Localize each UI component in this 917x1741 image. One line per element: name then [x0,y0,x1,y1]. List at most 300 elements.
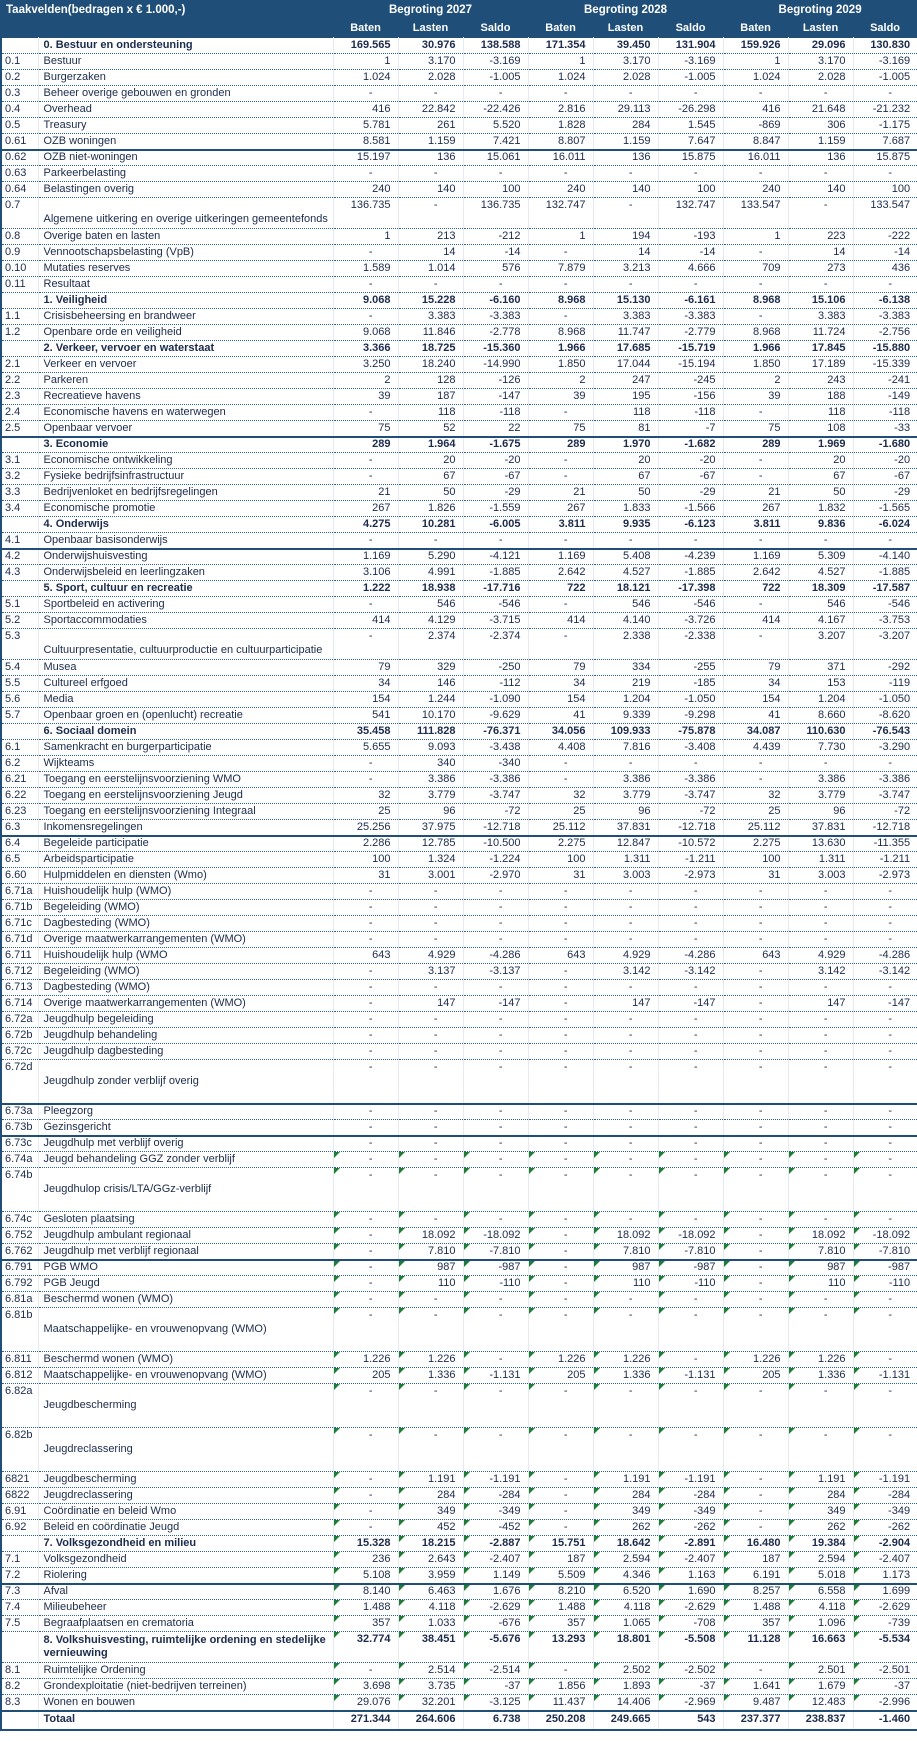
value-cell: -9.629 [463,708,528,724]
row-label-cell: Bedrijvenloket en bedrijfsregelingen [43,485,218,498]
value-cell: - [333,1104,398,1120]
value-cell: -4.239 [658,549,723,565]
value-cell: 4.527 [788,565,853,581]
value-cell: 1.149 [463,1568,528,1584]
row-code-cell: 6.73c [1,1136,38,1152]
value-cell: -7.810 [463,1244,528,1260]
value-cell: 371 [788,660,853,676]
value-cell: 8.968 [723,293,788,309]
value-cell: 131.904 [658,38,723,54]
value-cell: 188 [788,389,853,405]
table-row [1,756,917,772]
value-cell: -147 [463,389,528,405]
table-row [1,964,917,980]
value-cell: - [853,1212,917,1228]
row-label-cell: Huishoudelijk hulp (WMO [43,948,168,961]
value-cell: 3.170 [398,54,463,70]
value-cell: 67 [788,469,853,485]
row-code-cell: 2.2 [1,373,38,389]
table-row [1,118,917,134]
value-cell: 37.831 [593,820,658,836]
row-label-cell: Wijkteams [43,756,95,769]
value-cell: - [333,1488,398,1504]
value-cell: 1.966 [723,341,788,357]
value-cell: - [788,1012,853,1028]
row-label-cell: PGB Jeugd [43,1276,100,1289]
row-label-cell: 2. Verkeer, vervoer en waterstaat [43,341,215,354]
value-cell: 15.751 [528,1536,593,1552]
table-row [1,1600,917,1616]
value-cell: 15.228 [398,293,463,309]
value-cell: 130.830 [853,38,917,54]
value-cell: -20 [463,453,528,469]
value-cell: 100 [333,852,398,868]
row-label-cell: Cultureel erfgoed [43,676,128,689]
year-group-2028: Begroting 2028 [528,1,723,20]
value-cell: 1.204 [593,692,658,708]
value-cell: -3.207 [853,629,917,660]
value-cell: 1.641 [723,1679,788,1695]
value-cell: 29.096 [788,38,853,54]
value-cell: 136 [398,150,463,166]
value-cell: - [593,533,658,549]
value-cell: - [398,1212,463,1228]
value-cell: - [528,932,593,948]
value-cell: -37 [658,1679,723,1695]
value-cell: 1.222 [333,581,398,597]
value-cell: 18.121 [593,581,658,597]
value-cell: 100 [723,852,788,868]
value-cell: - [853,1060,917,1104]
value-cell: 436 [853,261,917,277]
value-cell: - [333,1120,398,1136]
row-code-cell: 6.792 [1,1276,38,1292]
value-cell: 34 [333,676,398,692]
value-cell: - [333,1663,398,1679]
value-cell: - [528,1308,593,1352]
value-cell: 16.011 [723,150,788,166]
value-cell: 1 [528,229,593,245]
row-code-cell: 6.23 [1,804,38,820]
value-cell: 18.092 [398,1228,463,1244]
row-label-cell: 3. Economie [43,438,109,451]
value-cell: 18.642 [593,1536,658,1552]
value-cell: -5.676 [463,1632,528,1663]
value-cell: 414 [528,613,593,629]
value-cell: 4.275 [333,517,398,533]
table-row [1,1308,917,1352]
value-cell: 30.976 [398,38,463,54]
row-code-cell: 3.3 [1,485,38,501]
value-cell: -4.286 [658,948,723,964]
row-code-cell: 6.71d [1,932,38,948]
value-cell: 79 [528,660,593,676]
row-label-cell: Sportaccommodaties [43,613,147,626]
value-cell: - [788,1168,853,1212]
row-label-cell: Jeugdhulp zonder verblijf overig [43,1075,199,1088]
value-cell: -10.500 [463,836,528,852]
value-cell: -4.121 [463,549,528,565]
value-cell: 1.169 [333,549,398,565]
value-cell: -3.747 [463,788,528,804]
value-cell: 15.197 [333,150,398,166]
value-cell: - [723,884,788,900]
row-label-cell: 5. Sport, cultuur en recreatie [43,581,193,594]
row-label-cell: Overige maatwerkarrangementen (WMO) [43,996,246,1009]
value-cell: 722 [528,581,593,597]
value-cell: 154 [528,692,593,708]
value-cell: 41 [528,708,593,724]
row-code-cell: 6.81b [1,1308,38,1352]
value-cell: 18.092 [788,1228,853,1244]
value-cell: 267 [723,501,788,517]
value-cell: - [528,1012,593,1028]
value-cell: - [658,1120,723,1136]
value-cell: 1.850 [528,357,593,373]
value-cell: -1.131 [463,1368,528,1384]
value-cell: -546 [658,597,723,613]
value-cell: - [398,900,463,916]
row-label-cell: Onderwijshuisvesting [43,550,148,563]
value-cell: -15.880 [853,341,917,357]
value-cell: -708 [658,1616,723,1632]
value-cell: - [333,453,398,469]
value-cell: 6.558 [788,1584,853,1600]
value-cell: 132.747 [658,198,723,229]
value-cell: - [398,277,463,293]
table-row [1,1552,917,1568]
value-cell: 18.215 [398,1536,463,1552]
row-label-cell: PGB WMO [43,1261,98,1274]
value-cell: 250.208 [528,1711,593,1730]
value-cell: - [853,1352,917,1368]
row-code-cell: 6.91 [1,1504,38,1520]
value-cell: - [658,932,723,948]
value-cell: 2.594 [788,1552,853,1568]
table-row [1,1711,917,1730]
value-cell: -29 [658,485,723,501]
value-cell: 3.366 [333,341,398,357]
value-cell: 2 [723,373,788,389]
value-cell: - [398,1044,463,1060]
value-cell: 17.845 [788,341,853,357]
value-cell: - [463,533,528,549]
table-row [1,788,917,804]
value-cell: 205 [333,1368,398,1384]
value-cell: - [593,884,658,900]
row-code-cell: 6.73a [1,1104,38,1120]
value-cell: 25.256 [333,820,398,836]
value-cell: 20 [398,453,463,469]
value-cell: 1.690 [658,1584,723,1600]
value-cell: 100 [853,182,917,198]
value-cell: - [723,1168,788,1212]
value-cell: - [788,884,853,900]
value-cell: - [853,1044,917,1060]
row-label-cell: Afval [43,1585,68,1598]
value-cell: 38.451 [398,1632,463,1663]
value-cell: -1.191 [463,1472,528,1488]
row-label-cell: Jeugdhulop crisis/LTA/GGz-verblijf [43,1183,212,1196]
value-cell: - [853,1292,917,1308]
table-row [1,708,917,724]
row-label-cell: Maatschappelijke- en vrouwenopvang (WMO) [43,1368,267,1381]
row-label-cell: Jeugdbescherming [43,1472,137,1485]
value-cell: - [528,469,593,485]
row-code-cell: 3.1 [1,453,38,469]
value-cell: -1.191 [853,1472,917,1488]
value-cell: 9.093 [398,740,463,756]
table-row [1,501,917,517]
value-cell: 14 [593,245,658,261]
value-cell: 1.226 [528,1352,593,1368]
value-cell: 1 [723,229,788,245]
value-cell: 6.191 [723,1568,788,1584]
value-cell: 1.159 [593,134,658,150]
value-cell: -147 [463,996,528,1012]
value-cell: 25.112 [528,820,593,836]
table-row [1,1060,917,1104]
value-cell: -250 [463,660,528,676]
value-cell: 20 [593,453,658,469]
row-label-cell: Volksgezondheid [43,1552,127,1565]
value-cell: - [788,277,853,293]
value-cell: -2.502 [658,1663,723,1679]
value-cell: 34.087 [723,724,788,740]
value-cell: 357 [528,1616,593,1632]
value-cell: 75 [723,421,788,437]
value-cell: - [658,1352,723,1368]
value-cell: 79 [333,660,398,676]
value-cell: -147 [853,996,917,1012]
row-label-cell: Arbeidsparticipatie [43,852,134,865]
table-row [1,852,917,868]
value-cell: 32 [723,788,788,804]
value-cell: 541 [333,708,398,724]
value-cell: -14 [463,245,528,261]
value-cell: - [723,1504,788,1520]
value-cell: 100 [528,852,593,868]
value-cell: - [398,86,463,102]
value-cell: -2.374 [463,629,528,660]
value-cell: - [333,884,398,900]
value-cell: 21 [528,485,593,501]
row-code-cell: 6.81a [1,1292,38,1308]
value-cell: 39 [528,389,593,405]
value-cell: 7.730 [788,740,853,756]
value-cell: - [333,1212,398,1228]
value-cell: 140 [398,182,463,198]
value-cell: 5.408 [593,549,658,565]
row-label-cell: Cultuurpresentatie, cultuurproductie en cultuurparticipatie [43,643,323,656]
value-cell: - [398,198,463,229]
value-cell: 18.801 [593,1632,658,1663]
value-cell: 2.275 [723,836,788,852]
table-row [1,150,917,166]
value-cell: 21 [723,485,788,501]
value-cell: - [788,932,853,948]
value-cell: -29 [853,485,917,501]
value-cell: -262 [853,1520,917,1536]
value-cell: -2.970 [463,868,528,884]
table-row [1,1152,917,1168]
value-cell: 75 [528,421,593,437]
value-cell: -284 [658,1488,723,1504]
value-cell: -14.990 [463,357,528,373]
value-cell: -3.386 [853,772,917,788]
table-row [1,229,917,245]
row-label-cell: Jeugdhulp met verblijf regionaal [43,1244,199,1257]
value-cell: 22 [463,421,528,437]
value-cell: - [658,884,723,900]
value-cell: - [723,772,788,788]
value-cell: - [853,1012,917,1028]
row-label-cell: Ruimtelijke Ordening [43,1663,146,1676]
table-row [1,469,917,485]
value-cell: 31 [723,868,788,884]
value-cell: -3.715 [463,613,528,629]
value-cell: -3.753 [853,613,917,629]
value-cell: -1.211 [658,852,723,868]
row-label-cell: Sportbeleid en activering [43,597,165,610]
value-cell: - [853,1152,917,1168]
value-cell: - [333,1060,398,1104]
value-cell: -20 [853,453,917,469]
value-cell: - [658,900,723,916]
row-label-cell: Jeugdhulp met verblijf overig [43,1137,184,1150]
table-row [1,868,917,884]
row-code-cell: 6.92 [1,1520,38,1536]
value-cell: -3.747 [853,788,917,804]
value-cell: - [333,1472,398,1488]
value-cell: 546 [788,597,853,613]
value-cell: 643 [723,948,788,964]
table-row [1,724,917,740]
value-cell: 3.735 [398,1679,463,1695]
value-cell: -1.005 [853,70,917,86]
row-code-cell: 2.5 [1,421,38,437]
value-cell: 1.024 [723,70,788,86]
value-cell: - [853,884,917,900]
row-code-cell: 4.2 [1,549,38,565]
row-code-cell: 0.9 [1,245,38,261]
value-cell: 4.666 [658,261,723,277]
value-cell: 3.003 [788,868,853,884]
row-label-cell: Begeleide participatie [43,837,149,850]
value-cell: - [398,1136,463,1152]
col-header-saldo-2028: Saldo [658,20,723,38]
table-row [1,692,917,708]
value-cell: 1.191 [398,1472,463,1488]
value-cell: 4.929 [788,948,853,964]
value-cell: - [528,277,593,293]
row-label-cell: Milieubeheer [43,1600,107,1613]
table-row [1,309,917,325]
value-cell: - [398,1168,463,1212]
row-code-cell [1,437,38,453]
table-row [1,166,917,182]
value-cell: 4.118 [788,1600,853,1616]
value-cell: - [788,1384,853,1428]
value-cell: -1.175 [853,118,917,134]
value-cell: -2.407 [463,1552,528,1568]
row-code-cell: 0.11 [1,277,38,293]
value-cell: - [463,1384,528,1428]
value-cell: 25 [528,804,593,820]
value-cell: - [723,980,788,996]
value-cell: -118 [853,405,917,421]
row-label-cell: Inkomensregelingen [43,820,143,833]
value-cell: 20 [788,453,853,469]
row-label-cell: Dagbesteding (WMO) [43,916,150,929]
table-row [1,293,917,309]
row-label-cell: Economische havens en waterwegen [43,405,226,418]
value-cell: - [788,1028,853,1044]
value-cell: -676 [463,1616,528,1632]
value-cell: - [398,932,463,948]
table-row [1,1212,917,1228]
value-cell: 5.781 [333,118,398,134]
table-row [1,357,917,373]
year-group-2029: Begroting 2029 [723,1,917,20]
value-cell: 3.383 [398,309,463,325]
col-header-lasten-2029: Lasten [788,20,853,38]
value-cell: - [528,1488,593,1504]
row-label-cell: Wonen en bouwen [43,1695,136,1708]
value-cell: -110 [853,1276,917,1292]
value-cell: - [788,916,853,932]
value-cell: -1.675 [463,437,528,453]
row-label-cell: 0. Bestuur en ondersteuning [43,38,193,51]
value-cell: 39 [723,389,788,405]
value-cell: 4.527 [593,565,658,581]
row-code-cell: 8.3 [1,1695,38,1711]
value-cell: 32.201 [398,1695,463,1711]
value-cell: 1.014 [398,261,463,277]
value-cell: - [593,932,658,948]
value-cell: - [333,1012,398,1028]
value-cell: 9.836 [788,517,853,533]
value-cell: 111.828 [398,724,463,740]
value-cell: - [333,1276,398,1292]
value-cell: -193 [658,229,723,245]
value-cell: - [528,1120,593,1136]
value-cell: 267 [528,501,593,517]
row-code-cell: 5.3 [1,629,38,660]
value-cell: - [723,597,788,613]
value-cell: 2.275 [528,836,593,852]
value-cell: - [528,996,593,1012]
value-cell: -15.719 [658,341,723,357]
value-cell: - [788,166,853,182]
value-cell: - [528,405,593,421]
value-cell: -1.460 [853,1711,917,1730]
value-cell: 4.346 [593,1568,658,1584]
value-cell: 29.113 [593,102,658,118]
value-cell: - [463,916,528,932]
value-cell: - [658,1292,723,1308]
row-code-cell: 7.4 [1,1600,38,1616]
value-cell: -284 [853,1488,917,1504]
value-cell: 3.386 [788,772,853,788]
value-cell: - [723,1136,788,1152]
value-cell: 2.502 [593,1663,658,1679]
value-cell: - [593,198,658,229]
value-cell: 136.735 [463,198,528,229]
row-code-cell: 7.1 [1,1552,38,1568]
value-cell: - [593,980,658,996]
value-cell: - [398,1384,463,1428]
